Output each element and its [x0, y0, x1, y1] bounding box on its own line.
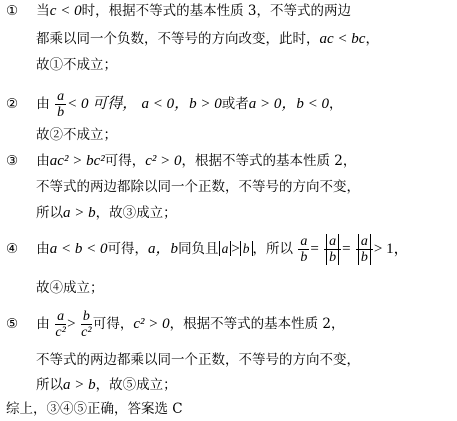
item-marker: ④	[6, 241, 19, 257]
math-expr: a > b	[63, 377, 96, 393]
item-3-line-2: 不等式的两边都除以同一个正数，不等号的方向不变，	[36, 179, 360, 195]
abs-value: b	[240, 241, 253, 256]
item-1-line-1: ① 当c < 0时，根据不等式的基本性质 3，不等式的两边	[6, 3, 351, 19]
item-3-line-1: ③ 由ac² > bc²可得，c² > 0，根据不等式的基本性质 2，	[6, 153, 357, 169]
item-marker: ①	[6, 3, 19, 19]
abs-value: a	[219, 241, 232, 256]
item-5-line-1: ⑤ 由 $\frac{a}{\text{c²}}$ > $\frac{b}{\text{c²}}$ 可得，c² > 0，根据不等式的基本性质 2，	[6, 306, 345, 342]
fraction: $\frac{b}{\text{c²}}$	[81, 309, 92, 340]
conclusion: 综上，③④⑤正确，答案选 C	[6, 401, 183, 417]
item-4-line-1: ④ 由a < b < 0可得，a，b同负且 a > b ，所以 $\frac{a}{b}$ = $\frac{a}{b}$ = $\frac{a}{b}$ > 1，	[6, 231, 409, 267]
math-expr: a，b	[148, 241, 179, 257]
math-expr: c < 0	[49, 3, 82, 19]
math-expr: a > b	[63, 205, 96, 221]
fraction: $\frac{a}{b}$	[300, 234, 308, 265]
math-expr: a < 0，b > 0	[141, 96, 222, 112]
item-5-line-2: 不等式的两边都乘以同一个正数，不等号的方向不变，	[36, 352, 360, 368]
item-marker: ⑤	[6, 316, 19, 332]
item-marker: ②	[6, 96, 19, 112]
math-expr: c² > 0	[145, 153, 182, 169]
item-marker: ③	[6, 153, 19, 169]
math-expr: ac < bc	[319, 31, 366, 47]
fraction: $\frac{a}{b}$	[57, 89, 65, 120]
item-1-line-2: 都乘以同一个负数，不等号的方向改变，此时，ac < bc，	[36, 31, 379, 47]
item-5-line-3: 所以a > b，故⑤成立；	[36, 377, 177, 393]
item-2-line-2: 故②不成立；	[36, 127, 117, 143]
item-4-line-2: 故④成立；	[36, 280, 104, 296]
fraction: $\frac{a}{\text{c²}}$	[55, 309, 66, 340]
math-expr: a < b < 0	[49, 241, 108, 257]
item-2-line-1: ② 由 $\frac{a}{b}$ < 0 可得， a < 0，b > 0或者a > 0，b < 0，	[6, 86, 343, 122]
item-3-line-3: 所以a > b，故③成立；	[36, 205, 177, 221]
math-expr: ac² > bc²	[49, 153, 105, 169]
fraction: $\frac{a}{b}$	[324, 234, 341, 265]
fraction: $\frac{a}{b}$	[356, 234, 373, 265]
math-expr: c² > 0	[133, 316, 170, 332]
item-1-line-3: 故①不成立；	[36, 57, 117, 73]
math-expr: a > 0，b < 0	[248, 96, 330, 112]
